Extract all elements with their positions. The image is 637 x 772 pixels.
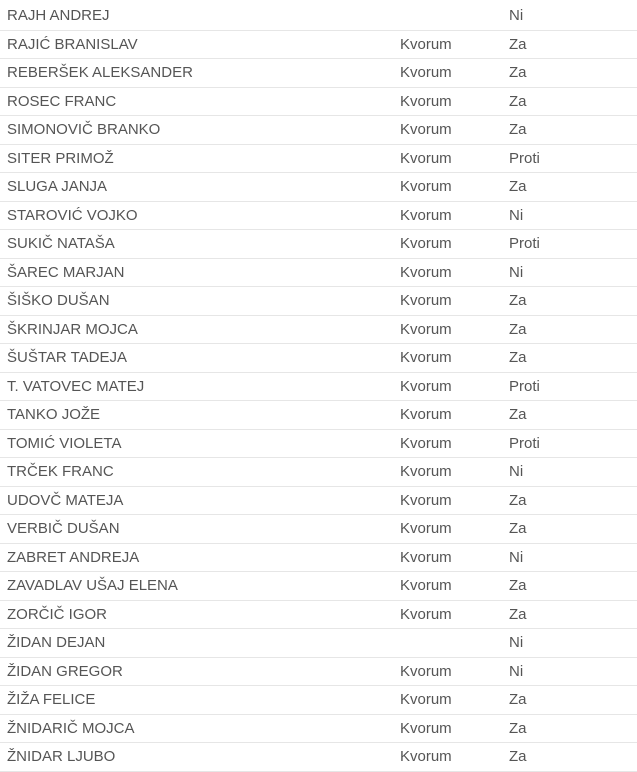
member-name: SLUGA JANJA [0,173,400,202]
quorum-status: Kvorum [400,144,509,173]
quorum-status: Kvorum [400,344,509,373]
vote-value: Za [509,743,637,772]
vote-value: Za [509,344,637,373]
quorum-status: Kvorum [400,315,509,344]
vote-value: Za [509,287,637,316]
vote-value: Proti [509,372,637,401]
quorum-status: Kvorum [400,401,509,430]
quorum-status: Kvorum [400,372,509,401]
vote-results-body [0,2,637,771]
table-row [0,629,637,658]
table-row [0,258,637,287]
table-row [0,344,637,373]
vote-value: Za [509,572,637,601]
table-row [0,515,637,544]
vote-results-table [0,2,637,772]
vote-value: Ni [509,657,637,686]
member-name: T. VATOVEC MATEJ [0,372,400,401]
quorum-status: Kvorum [400,515,509,544]
quorum-status: Kvorum [400,600,509,629]
vote-value: Za [509,486,637,515]
table-row [0,401,637,430]
member-name: RAJIĆ BRANISLAV [0,30,400,59]
table-row [0,287,637,316]
quorum-status: Kvorum [400,429,509,458]
member-name: ŠAREC MARJAN [0,258,400,287]
table-row [0,486,637,515]
quorum-status: Kvorum [400,743,509,772]
table-row [0,429,637,458]
table-row [0,315,637,344]
table-row [0,657,637,686]
table-row [0,201,637,230]
quorum-status: Kvorum [400,714,509,743]
member-name: UDOVČ MATEJA [0,486,400,515]
table-row [0,59,637,88]
vote-value: Za [509,600,637,629]
table-row [0,2,637,30]
table-row [0,144,637,173]
member-name: SUKIČ NATAŠA [0,230,400,259]
table-row [0,87,637,116]
vote-value: Ni [509,543,637,572]
quorum-status [400,2,509,30]
member-name: ZABRET ANDREJA [0,543,400,572]
member-name: ZAVADLAV UŠAJ ELENA [0,572,400,601]
member-name: ŽIDAN GREGOR [0,657,400,686]
table-row [0,30,637,59]
table-row [0,458,637,487]
member-name: ŽNIDARIČ MOJCA [0,714,400,743]
table-row [0,714,637,743]
member-name: TRČEK FRANC [0,458,400,487]
vote-value: Proti [509,429,637,458]
quorum-status: Kvorum [400,543,509,572]
member-name: SIMONOVIČ BRANKO [0,116,400,145]
table-row [0,600,637,629]
quorum-status: Kvorum [400,230,509,259]
member-name: ŠUŠTAR TADEJA [0,344,400,373]
vote-value: Za [509,686,637,715]
member-name: TANKO JOŽE [0,401,400,430]
table-row [0,743,637,772]
quorum-status: Kvorum [400,458,509,487]
table-row [0,372,637,401]
quorum-status [400,629,509,658]
vote-value: Ni [509,258,637,287]
member-name: VERBIČ DUŠAN [0,515,400,544]
member-name: ŽIDAN DEJAN [0,629,400,658]
member-name: ŠIŠKO DUŠAN [0,287,400,316]
vote-value: Za [509,515,637,544]
table-row [0,572,637,601]
member-name: STAROVIĆ VOJKO [0,201,400,230]
quorum-status: Kvorum [400,287,509,316]
member-name: ŽNIDAR LJUBO [0,743,400,772]
quorum-status: Kvorum [400,173,509,202]
table-row [0,686,637,715]
quorum-status: Kvorum [400,59,509,88]
table-row [0,116,637,145]
member-name: REBERŠEK ALEKSANDER [0,59,400,88]
vote-value: Za [509,30,637,59]
vote-value: Za [509,173,637,202]
quorum-status: Kvorum [400,87,509,116]
vote-value: Za [509,401,637,430]
member-name: TOMIĆ VIOLETA [0,429,400,458]
quorum-status: Kvorum [400,30,509,59]
vote-value: Proti [509,230,637,259]
table-row [0,543,637,572]
quorum-status: Kvorum [400,572,509,601]
table-row [0,173,637,202]
vote-value: Ni [509,2,637,30]
quorum-status: Kvorum [400,116,509,145]
quorum-status: Kvorum [400,686,509,715]
table-row [0,230,637,259]
vote-value: Za [509,315,637,344]
vote-value: Proti [509,144,637,173]
vote-value: Za [509,87,637,116]
vote-value: Ni [509,629,637,658]
vote-value: Za [509,714,637,743]
member-name: ŠKRINJAR MOJCA [0,315,400,344]
quorum-status: Kvorum [400,486,509,515]
quorum-status: Kvorum [400,258,509,287]
vote-value: Ni [509,201,637,230]
quorum-status: Kvorum [400,657,509,686]
member-name: ROSEC FRANC [0,87,400,116]
vote-value: Za [509,116,637,145]
member-name: SITER PRIMOŽ [0,144,400,173]
member-name: RAJH ANDREJ [0,2,400,30]
member-name: ZORČIČ IGOR [0,600,400,629]
vote-value: Ni [509,458,637,487]
member-name: ŽIŽA FELICE [0,686,400,715]
vote-value: Za [509,59,637,88]
quorum-status: Kvorum [400,201,509,230]
